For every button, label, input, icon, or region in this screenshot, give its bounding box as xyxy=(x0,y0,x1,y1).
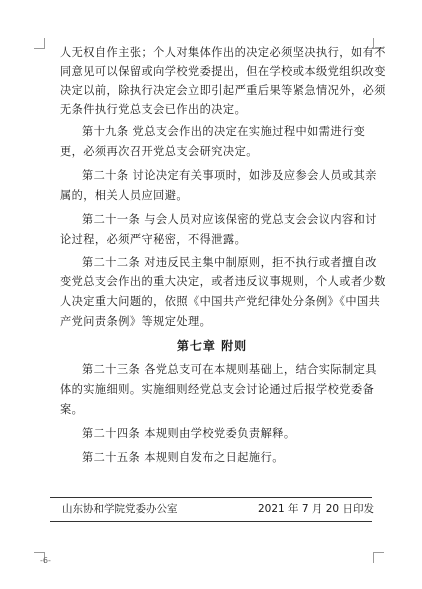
footer-top-rule xyxy=(50,497,372,498)
body-line: 案。 xyxy=(60,403,84,416)
article-23-line: 第二十三条 各党总支可在本规则基础上，结合实际制定具 xyxy=(82,363,377,376)
article-21-line: 第二十一条 与会人员对应该保密的党总支会会议内容和讨 xyxy=(82,213,377,226)
footer-date: 2021 年 7 月 20 日印发 xyxy=(258,503,374,515)
body-line: 变党总支会作出的重大决定，或者违反议事规则，个人或者少数 xyxy=(60,275,386,288)
body-line: 无条件执行党总支会已作出的决定。 xyxy=(60,103,247,116)
page-number: -6- xyxy=(40,556,51,565)
article-22-line: 第二十二条 对违反民主集中制原则，拒不执行或者擅自改 xyxy=(82,256,377,269)
footer-bottom-rule xyxy=(50,521,372,522)
body-line: 决定以前，除执行决定会立即引起严重后果等紧急情况外，必须 xyxy=(60,84,386,97)
body-line: 更，必须再次召开党总支会研究决定。 xyxy=(60,145,258,158)
chapter-heading: 第七章 附则 xyxy=(176,339,248,353)
article-19-line: 第十九条 党总支会作出的决定在实施过程中如需进行变 xyxy=(82,125,366,138)
body-line: 体的实施细则。实施细则经党总支会讨论通过后报学校党委备 xyxy=(60,383,375,396)
body-line: 同意见可以保留或向学校党委提出，但在学校或本级党组织改变 xyxy=(60,65,386,78)
body-line: 论过程，必须严守秘密，不得泄露。 xyxy=(60,233,247,246)
article-25-line: 第二十五条 本规则自发布之日起施行。 xyxy=(82,451,284,464)
footer-issuer: 山东协和学院党委办公室 xyxy=(62,503,178,515)
body-line: 人决定重大问题的，依照《中国共产党纪律处分条例》《中国共 xyxy=(60,295,381,308)
body-line: 人无权自作主张；个人对集体作出的决定必须坚决执行，如有不 xyxy=(60,46,386,59)
article-20-line: 第二十条 讨论决定有关事项时，如涉及应参会人员或其亲 xyxy=(82,169,377,182)
crop-mark-top-left xyxy=(34,38,45,49)
body-line: 产党问责条例》等规定处理。 xyxy=(60,315,212,328)
crop-mark-bottom-right xyxy=(373,552,384,563)
article-24-line: 第二十四条 本规则由学校党委负责解释。 xyxy=(82,427,296,440)
body-line: 属的，相关人员应回避。 xyxy=(60,189,189,202)
